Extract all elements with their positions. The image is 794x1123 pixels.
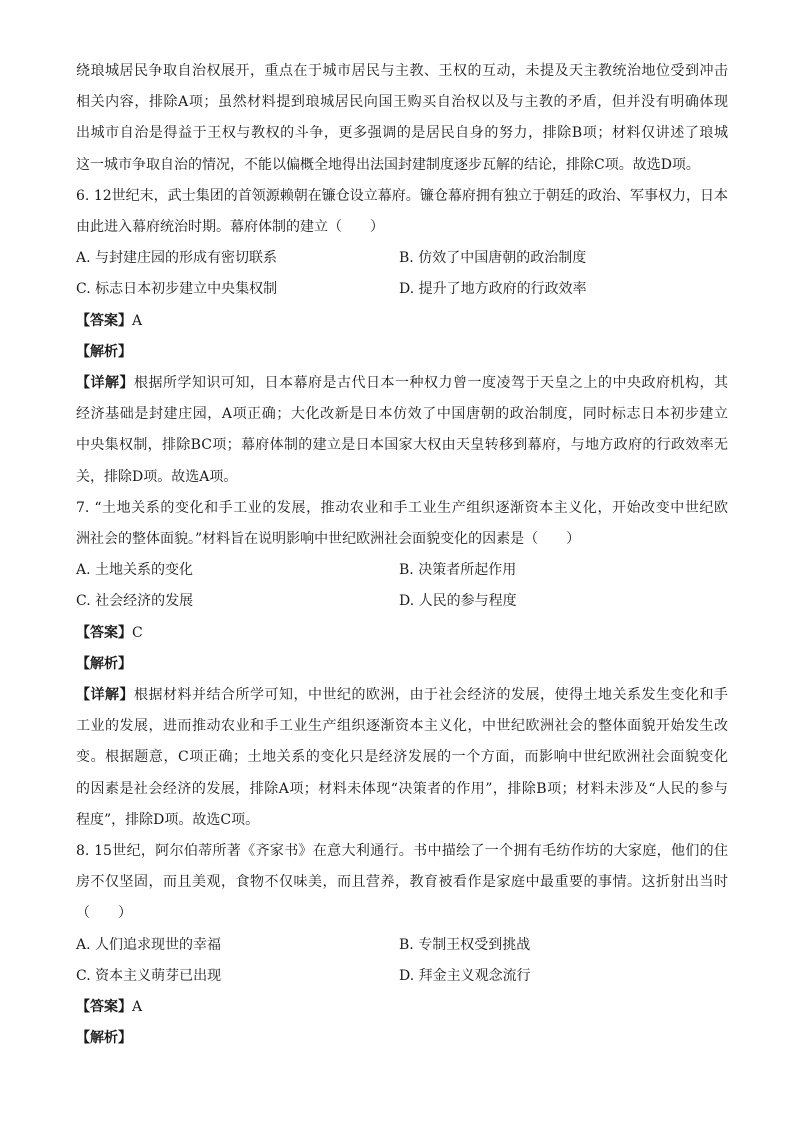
answer-label: 【答案】 (76, 624, 132, 641)
detail-line: 经济基础是封建庄园，A项正确；大化改新是日本仿效了中国唐朝的政治制度，同时标志日本初步建立 (76, 406, 728, 423)
option-c: C. 社会经济的发展 (76, 593, 194, 610)
options-row (76, 930, 728, 961)
detail-line (76, 680, 728, 711)
detail-text: 根据材料并结合所学可知，中世纪的欧洲，由于社会经济的发展，使得土地关系发生变化和手 (134, 687, 728, 704)
document-page (76, 56, 728, 1055)
answer-label: 【答案】 (76, 312, 132, 329)
detail-label: 【详解】 (76, 375, 134, 392)
option-b: B. 决策者所起作用 (399, 562, 517, 579)
option-c: C. 标志日本初步建立中央集权制 (76, 281, 278, 298)
analysis-label: 【解析】 (76, 1030, 132, 1047)
option-a: A. 人们追求现世的幸福 (76, 936, 222, 953)
options-row (76, 274, 728, 305)
analysis-line (76, 649, 728, 680)
question-7 (76, 493, 728, 836)
answer-label: 【答案】 (76, 999, 132, 1016)
answer-value: A (132, 312, 143, 329)
detail-text: 根据所学知识可知，日本幕府是古代日本一种权力曾一度凌驾于天皇之上的中央政府机构，其 (134, 375, 728, 392)
analysis-label: 【解析】 (76, 655, 132, 672)
detail-label: 【详解】 (76, 687, 134, 704)
detail-line: 程度”，排除D项。故选C项。 (76, 811, 260, 828)
answer-value: A (132, 999, 143, 1016)
analysis-line (76, 1023, 728, 1054)
question-stem-line: 洲社会的整体面貌。”材料旨在说明影响中世纪欧洲社会面貌变化的因素是（ ） (76, 531, 581, 548)
intro-line: 相关内容，排除A项；虽然材料提到琅城居民向国王购买自治权以及与主教的矛盾，但并没有明确体现 (76, 94, 728, 111)
question-stem-line: 房不仅坚固，而且美观，食物不仅味美，而且营养，教育被看作是家庭中最重要的事情。这折射出当时 (76, 874, 728, 891)
analysis-label: 【解析】 (76, 343, 132, 360)
answer-line (76, 992, 728, 1023)
question-stem-line: 8. 15世纪，阿尔伯蒂所著《齐家书》在意大利通行。书中描绘了一个拥有毛纺作坊的大家庭，他们的住 (76, 843, 728, 860)
detail-line: 的因素是社会经济的发展，排除A项；材料未体现“决策者的作用”，排除B项；材料未涉及“人民的参与 (76, 780, 728, 797)
analysis-line (76, 337, 728, 368)
intro-line: 绕琅城居民争取自治权展开，重点在于城市居民与主教、王权的互动，未提及天主教统治地位受到冲击 (76, 63, 728, 79)
option-c: C. 资本主义萌芽已出现 (76, 967, 222, 984)
option-a: A. 土地关系的变化 (76, 562, 194, 579)
intro-paragraph (76, 56, 728, 181)
question-6 (76, 181, 728, 493)
intro-line: 出城市自治是得益于王权与教权的斗争，更多强调的是居民自身的努力，排除B项；材料仅讲述了琅城 (76, 125, 728, 142)
answer-line (76, 618, 728, 649)
answer-line (76, 306, 728, 337)
options-row (76, 586, 728, 617)
options-row (76, 555, 728, 586)
question-stem-line: 6. 12世纪末，武士集团的首领源赖朝在镰仓设立幕府。镰仓幕府拥有独立于朝廷的政治、军事权力，日本 (76, 187, 728, 204)
detail-line: 关，排除D项。故选A项。 (76, 468, 238, 485)
intro-line: 这一城市争取自治的情况，不能以偏概全地得出法国封建制度逐步瓦解的结论，排除C项。故选D项。 (76, 156, 700, 173)
option-d: D. 人民的参与程度 (399, 593, 517, 610)
option-d: D. 拜金主义观念流行 (399, 967, 531, 984)
detail-line: 工业的发展，进而推动农业和手工业生产组织逐渐资本主义化，中世纪欧洲社会的整体面貌开始发生改 (76, 718, 728, 735)
option-b: B. 专制王权受到挑战 (399, 936, 531, 953)
question-stem-line: （ ） (76, 905, 132, 922)
options-row (76, 243, 728, 274)
question-stem-line: 由此进入幕府统治时期。幕府体制的建立（ ） (76, 219, 384, 236)
option-a: A. 与封建庄园的形成有密切联系 (76, 250, 278, 267)
option-b: B. 仿效了中国唐朝的政治制度 (399, 250, 587, 267)
options-row (76, 961, 728, 992)
option-d: D. 提升了地方政府的行政效率 (399, 281, 587, 298)
answer-value: C (132, 624, 143, 641)
detail-line: 变。根据题意，C项正确；土地关系的变化只是经济发展的一个方面，而影响中世纪欧洲社会面貌变化 (76, 749, 728, 766)
detail-line (76, 368, 728, 399)
question-8 (76, 836, 728, 1054)
detail-line: 中央集权制，排除BC项；幕府体制的建立是日本国家大权由天皇转移到幕府，与地方政府的行政效率无 (76, 437, 728, 454)
question-stem-line: 7. “土地关系的变化和手工业的发展，推动农业和手工业生产组织逐渐资本主义化，开始改变中世纪欧 (76, 499, 728, 516)
